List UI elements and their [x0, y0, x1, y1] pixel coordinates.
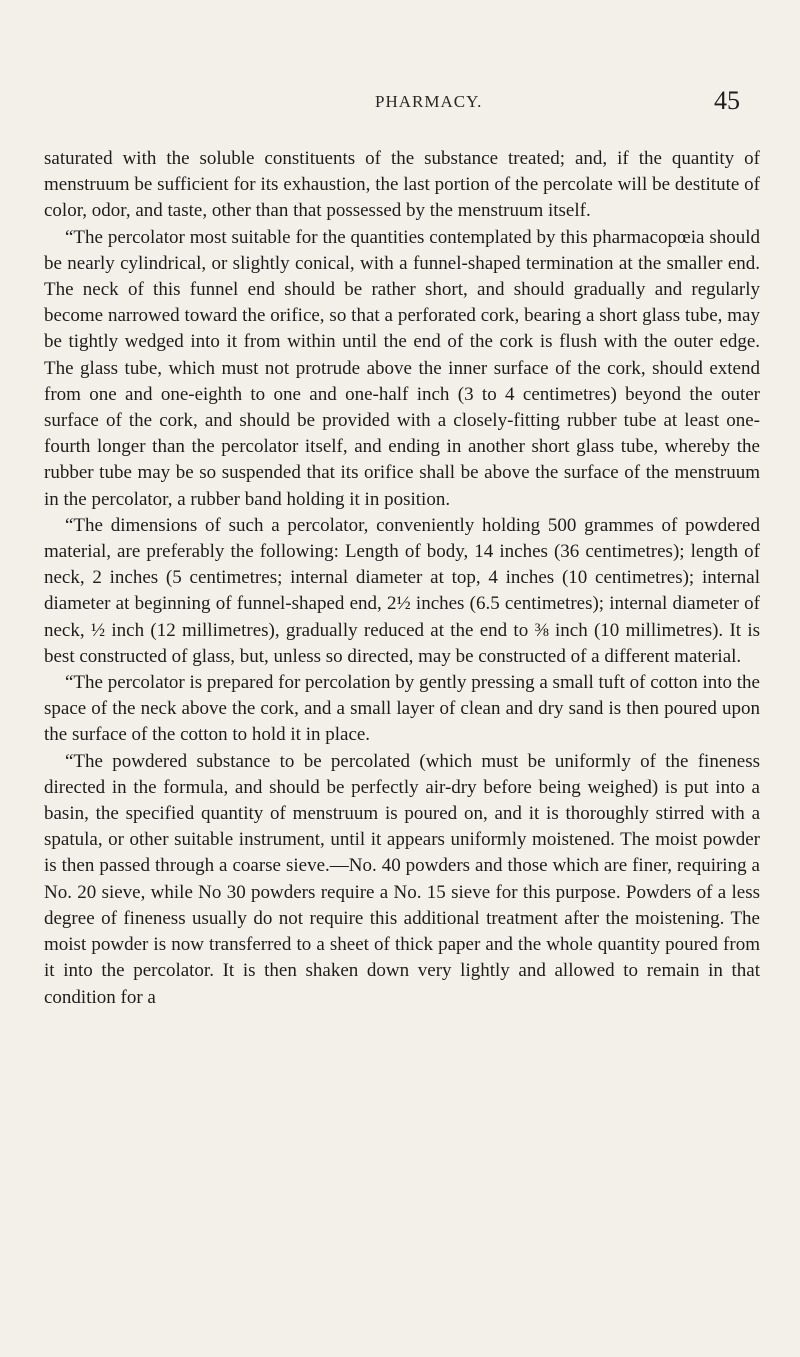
paragraph: “The percolator is prepared for percolation by gently pressing a small tuft of cotton into the space of the neck above the cork, and a small layer of clean and dry sand is then poured upon the surface of the cotton to hold it in place. [44, 672, 760, 746]
paragraph: saturated with the soluble constituents of the substance treated; and, if the quantity of menstruum be sufficient for its exhaustion, the last portion of the percolate will be destitute of color, odor, and taste, other than that possessed by the menstruum itself. [44, 148, 760, 222]
running-title: PHARMACY. [375, 92, 483, 111]
paragraph: “The percolator most suitable for the quantities contemplated by this pharmacopœia should be nearly cylindrical, or slightly conical, with a funnel-shaped termination at the smaller end. The neck of this funnel end should be rather short, and should gradually and regularly become narrowed toward the orifice, so that a perforated cork, bearing a short glass tube, may be tightly wedged into it from within until the end of the cork is flush with the outer edge. The glass tube, which must not protrude above the inner surface of the cork, should extend from one and one-eighth to one and one-half inch (3 to 4 centimetres) beyond the outer surface of the cork, and should be provided with a closely-fitting rubber tube at least one-fourth longer than the percolator itself, and ending in another short glass tube, whereby the rubber tube may be so suspended that its orifice shall be above the surface of the menstruum in the percolator, a rubber band holding it in position. [44, 226, 760, 510]
paragraph: “The dimensions of such a percolator, conveniently holding 500 grammes of powdered material, are preferably the following: Length of body, 14 inches (36 centimetres); length of neck, 2 inches (5 centimetres; internal diameter at top, 4 inches (10 centimetres); internal diameter at beginning of funnel-shaped end, 2½ inches (6.5 centimetres); internal diameter of neck, ½ inch (12 millimetres), gradually reduced at the end to ⅜ inch (10 millimetres). It is best constructed of glass, but, unless so directed, may be constructed of a different material. [44, 514, 760, 667]
body-text [44, 146, 760, 1011]
paragraph: “The powdered substance to be percolated (which must be uniformly of the fineness directed in the formula, and should be perfectly air-dry before being weighed) is put into a basin, the specified quantity of menstruum is poured on, and it is thoroughly stirred with a spatula, or other suitable instrument, until it appears uniformly moistened. The moist powder is then passed through a coarse sieve.—No. 40 powders and those which are finer, requiring a No. 20 sieve, while No 30 powders require a No. 15 sieve for this purpose. Powders of a less degree of fineness usually do not require this additional treatment after the moistening. The moist powder is now transferred to a sheet of thick paper and the whole quantity poured from it into the percolator. It is then shaken down very lightly and allowed to remain in that condition for a [44, 750, 760, 1008]
page-number: 45 [714, 86, 740, 115]
page-header [0, 84, 800, 124]
